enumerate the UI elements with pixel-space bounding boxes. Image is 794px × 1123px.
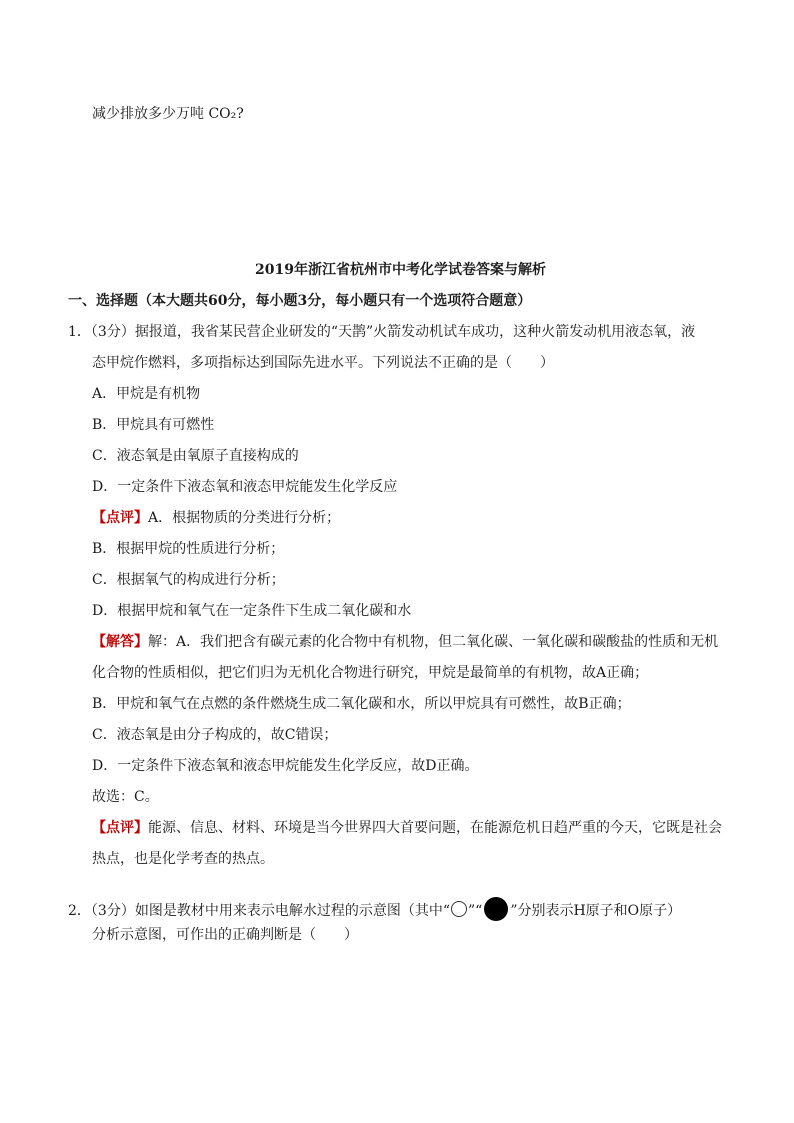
q1-answer-line6: 故选：C。 [92,789,159,805]
q1-analysis-line2: B．根据甲烷的性质进行分析； [92,541,285,557]
analysis-tag: 【点评】 [92,510,148,526]
analysis-text: A．根据物质的分类进行分析； [148,510,341,526]
q1-option-b: B．甲烷具有可燃性 [92,417,215,433]
q1-comment-line1 [92,819,722,837]
oxygen-atom-icon [484,897,508,921]
q1-stem-line2: 态甲烷作燃料，多项指标达到国际先进水平。下列说法不正确的是（ ） [92,355,554,371]
carryover-text: 减少排放多少万吨 CO₂? [92,106,244,122]
q1-answer-line3: B．甲烷和氧气在点燃的条件燃烧生成二氧化碳和水，所以甲烷具有可燃性，故B正确； [92,696,631,712]
q1-answer-line2: 化合物的性质相似，把它们归为无机化合物进行研究，甲烷是最简单的有机物，故A正确； [92,665,649,681]
q2-stem-part3: ”分别表示H原子和O原子） [510,903,682,919]
q1-option-d: D．一定条件下液态氧和液态甲烷能发生化学反应 [92,479,398,495]
section-heading: 一、选择题（本大题共60分，每小题3分，每小题只有一个选项符合题意） [68,293,532,309]
q2-stem-line1 [68,897,681,921]
q2-stem-line2: 分析示意图，可作出的正确判断是（ ） [92,927,358,943]
q1-analysis-line3: C．根据氧气的构成进行分析； [92,572,285,588]
q1-answer-line5: D．一定条件下液态氧和液态甲烷能发生化学反应，故D正确。 [92,758,479,774]
q1-comment-line2: 热点，也是化学考查的热点。 [92,851,274,867]
answer-text: 解：A．我们把含有碳元素的化合物中有机物，但二氧化碳、一氧化碳和碳酸盐的性质和无机 [148,634,719,650]
q1-stem-line1: 1．（3分）据报道，我省某民营企业研发的“天鹊”火箭发动机试车成功，这种火箭发动机用液态氧，液 [68,324,696,340]
q1-answer-line4: C．液态氧是由分子构成的，故C错误； [92,727,338,743]
q1-option-c: C．液态氧是由氧原子直接构成的 [92,448,299,464]
comment-text: 能源、信息、材料、环境是当今世界四大首要问题，在能源危机日趋严重的今天，它既是社会 [148,820,722,836]
q1-option-a: A．甲烷是有机物 [92,386,201,402]
q1-analysis-line1 [92,509,340,527]
q2-stem-part2: ”“ [467,903,483,919]
q2-stem-part1: 2．（3分）如图是教材中用来表示电解水过程的示意图（其中“ [68,903,450,919]
hydrogen-atom-icon [451,901,467,917]
document-title: 2019年浙江省杭州市中考化学试卷答案与解析 [255,262,546,278]
q1-answer-line1 [92,633,718,651]
q1-analysis-line4: D．根据甲烷和氧气在一定条件下生成二氧化碳和水 [92,603,412,619]
answer-tag: 【解答】 [92,634,148,650]
comment-tag: 【点评】 [92,820,148,836]
